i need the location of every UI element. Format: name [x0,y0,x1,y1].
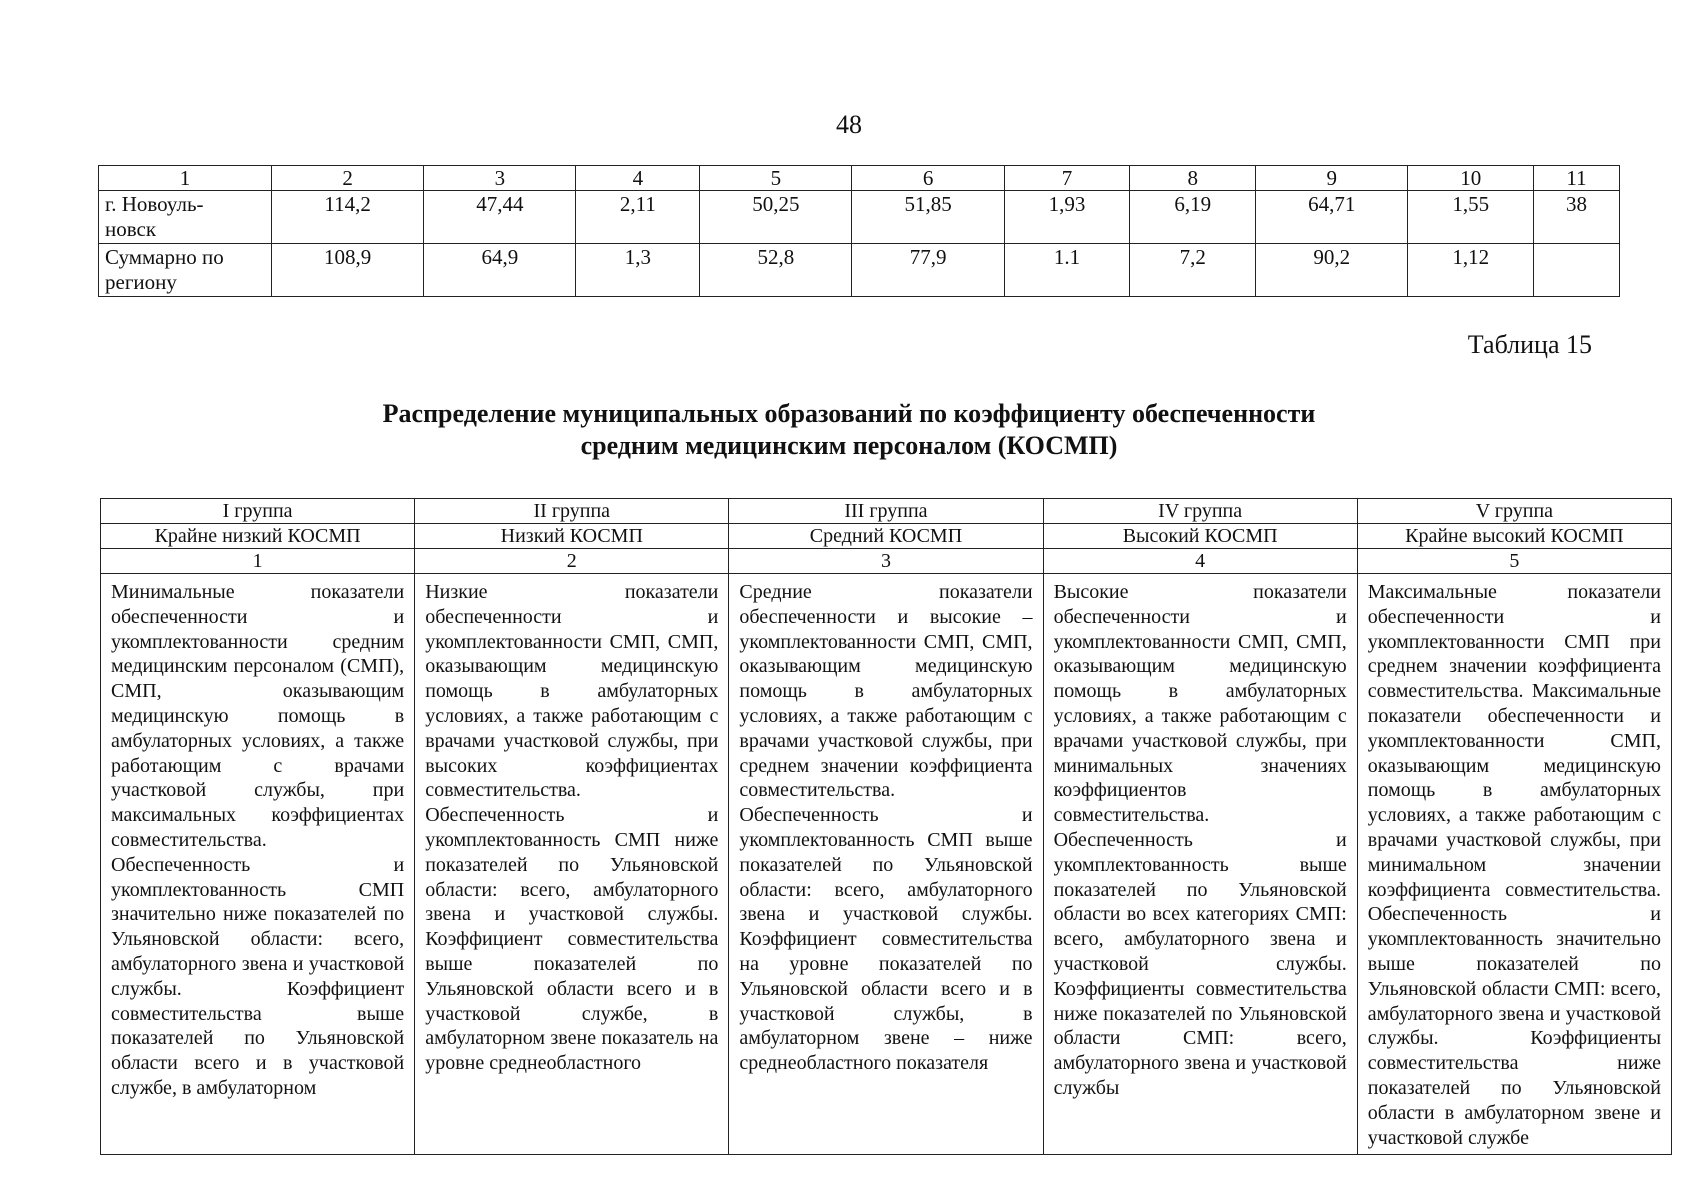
group-level-cell: Крайне низкий КОСМП [101,524,415,549]
value-cell: 47,44 [424,191,576,244]
value-cell: 6,19 [1130,191,1256,244]
column-number-cell: 1 [101,549,415,574]
column-number-cell: 2 [415,549,729,574]
row-name-cell: г. Новоуль- новск [99,191,272,244]
group-description-cell: Минимальные показатели обеспеченности и укомплектованности средним медицинским персоналом (СМП), СМП, оказывающим медицинскую помощь в амбулаторных условиях, а также работающим с врачами участковой службы, при максимальных коэффициентах совместительства. Обеспеченность и укомплектованность СМП значительно ниже показателей по Ульяновской области: всего, амбулаторного звена и участковой службы. Коэффициент совместительства выше показателей по Ульяновской области всего и в участковой службе, в амбулаторном [101,574,415,1155]
value-cell: 50,25 [700,191,852,244]
header-cell: 8 [1130,166,1256,191]
value-cell: 1,93 [1004,191,1130,244]
row-name-cell: Суммарно по региону [99,244,272,297]
column-number-row [101,549,1672,574]
group-level-row [101,524,1672,549]
header-cell: 3 [424,166,576,191]
page-number: 48 [836,110,862,139]
column-number-cell: 5 [1357,549,1671,574]
group-name-cell: III группа [729,499,1043,524]
table-title [0,398,1698,462]
value-cell: 2,11 [576,191,700,244]
group-name-cell: IV группа [1043,499,1357,524]
value-cell: 1,55 [1408,191,1534,244]
column-number-cell: 4 [1043,549,1357,574]
value-cell: 64,9 [424,244,576,297]
group-level-cell: Средний КОСМП [729,524,1043,549]
continuation-table [98,165,1620,297]
table-label: Таблица 15 [1467,330,1592,359]
value-cell: 52,8 [700,244,852,297]
value-cell: 114,2 [272,191,424,244]
table-title-line: Распределение муниципальных образований по коэффициенту обеспеченности [382,399,1316,428]
table-header-row [99,166,1620,191]
table-title-line: средним медицинским персоналом (КОСМП) [580,431,1118,460]
header-cell: 9 [1256,166,1408,191]
header-cell: 10 [1408,166,1534,191]
group-name-cell: V группа [1357,499,1671,524]
group-description-cell: Максимальные показатели обеспеченности и укомплектованности СМП при среднем значении коэффициента совместительства. Максимальные показатели обеспеченности и укомплектованности СМП, оказывающим медицинскую помощь в амбулаторных условиях, а также работающим с врачами участковой службы, при минимальном значении коэффициента совместительства. Обеспеченность и укомплектованность значительно выше показателей по Ульяновской области СМП: всего, амбулаторного звена и участковой службы. Коэффициенты совместительства ниже показателей по Ульяновской области в амбулаторном звене и участковой службе [1357,574,1671,1155]
header-cell: 4 [576,166,700,191]
header-cell: 11 [1534,166,1620,191]
value-cell: 51,85 [852,191,1004,244]
group-name-row [101,499,1672,524]
header-cell: 7 [1004,166,1130,191]
value-cell: 1,3 [576,244,700,297]
group-description-cell: Низкие показатели обеспеченности и укомплектованности СМП, СМП, оказывающим медицинскую помощь в амбулаторных условиях, а также работающим с врачами участковой службы, при высоких коэффициентах совместительства. Обеспеченность и укомплектованность СМП ниже показателей по Ульяновской области: всего, амбулаторного звена и участковой службы. Коэффициент совместительства выше показателей по Ульяновской области всего и в участковой службе, в амбулаторном звене показатель на уровне среднеобластного [415,574,729,1155]
header-cell: 2 [272,166,424,191]
column-number-cell: 3 [729,549,1043,574]
table-row [99,191,1620,244]
group-level-cell: Низкий КОСМП [415,524,729,549]
group-level-cell: Высокий КОСМП [1043,524,1357,549]
header-cell: 6 [852,166,1004,191]
value-cell: 7,2 [1130,244,1256,297]
group-name-cell: I группа [101,499,415,524]
value-cell: 38 [1534,191,1620,244]
group-description-cell: Средние показатели обеспеченности и высокие – укомплектованности СМП, СМП, оказывающим медицинскую помощь в амбулаторных условиях, а также работающим с врачами участковой службы, при среднем значении коэффициента совместительства. Обеспеченность и укомплектованность СМП выше показателей по Ульяновской области: всего, амбулаторного звена и участковой службы. Коэффициент совместительства на уровне показателей по Ульяновской области всего и в участковой службы, в амбулаторном звене – ниже среднеобластного показателя [729,574,1043,1155]
groups-table [100,498,1672,1155]
value-cell: 77,9 [852,244,1004,297]
table-row [99,244,1620,297]
value-cell: 108,9 [272,244,424,297]
header-cell: 5 [700,166,852,191]
description-row [101,574,1672,1155]
value-cell [1534,244,1620,297]
header-cell: 1 [99,166,272,191]
value-cell: 64,71 [1256,191,1408,244]
group-level-cell: Крайне высокий КОСМП [1357,524,1671,549]
group-description-cell: Высокие показатели обеспеченности и укомплектованности СМП, СМП, оказывающим медицинскую помощь в амбулаторных условиях, а также работающим с врачами участковой службы, при минимальных значениях коэффициентов совместительства. Обеспеченность и укомплектованность выше показателей по Ульяновской области во всех категориях СМП: всего, амбулаторного звена и участковой службы. Коэффициенты совместительства ниже показателей по Ульяновской области СМП: всего, амбулаторного звена и участковой службы [1043,574,1357,1155]
value-cell: 1.1 [1004,244,1130,297]
value-cell: 90,2 [1256,244,1408,297]
group-name-cell: II группа [415,499,729,524]
value-cell: 1,12 [1408,244,1534,297]
